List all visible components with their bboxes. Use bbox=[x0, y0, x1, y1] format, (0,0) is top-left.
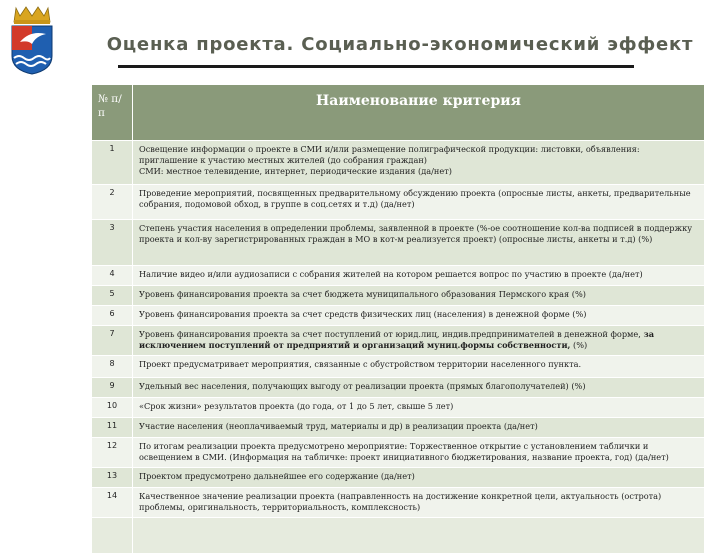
criterion-text: Освещение информации о проекте в СМИ и/или размещение полиграфической продукции: листовки, объявления: приглашение к участию местных жителей (до собрания граждан) СМИ: местное телевидение, интернет, периодические издания (да/нет) bbox=[133, 141, 705, 185]
criterion-text: Уровень финансирования проекта за счет бюджета муниципального образования Пермского края (%) bbox=[133, 286, 705, 306]
table-row bbox=[92, 185, 705, 220]
row-number: 3 bbox=[92, 220, 133, 266]
page-title: Оценка проекта. Социально-экономический эффект bbox=[106, 34, 694, 55]
criterion-text: Проведение мероприятий, посвященных предварительному обсуждению проекта (опросные листы, анкеты, предварительные собрания, подомовой обход, в группе в соц.сетях и т.д) (да/нет) bbox=[133, 185, 705, 220]
criterion-text bbox=[133, 326, 705, 356]
table-row bbox=[92, 356, 705, 378]
criterion-text: Удельный вес населения, получающих выгоду от реализации проекта (прямых благополучателей) (%) bbox=[133, 378, 705, 398]
table-row bbox=[92, 286, 705, 306]
table-row bbox=[92, 326, 705, 356]
row-number: 13 bbox=[92, 468, 133, 488]
criterion-text-empty bbox=[133, 518, 705, 554]
table-row bbox=[92, 398, 705, 418]
criterion-text: Уровень финансирования проекта за счет средств физических лиц (населения) в денежной форме (%) bbox=[133, 306, 705, 326]
row-number: 7 bbox=[92, 326, 133, 356]
table-row bbox=[92, 438, 705, 468]
column-header-number: № п/п bbox=[92, 85, 133, 141]
table-row bbox=[92, 141, 705, 185]
row-number: 14 bbox=[92, 488, 133, 518]
row-number: 4 bbox=[92, 266, 133, 286]
criterion-text-emphasis: за исключением поступлений от предприятий и организаций муниц.формы собственности, bbox=[139, 329, 655, 350]
criterion-text-main: Уровень финансирования проекта за счет поступлений от юрид.лиц, индив.предпринимателей в денежной форме, bbox=[139, 329, 641, 339]
criterion-text: Участие населения (неоплачиваемый труд, материалы и др) в реализации проекта (да/нет) bbox=[133, 418, 705, 438]
criterion-text: По итогам реализации проекта предусмотрено мероприятие: Торжественное открытие с установлением таблички и освещением в СМИ. (Информация на табличке: проект инициативного бюджетирования, название проекта, год) (да/нет) bbox=[133, 438, 705, 468]
row-number: 11 bbox=[92, 418, 133, 438]
title-underline bbox=[118, 65, 634, 68]
row-number-empty bbox=[92, 518, 133, 554]
row-number: 5 bbox=[92, 286, 133, 306]
criterion-text: Проектом предусмотрено дальнейшее его содержание (да/нет) bbox=[133, 468, 705, 488]
row-number: 1 bbox=[92, 141, 133, 185]
row-number: 6 bbox=[92, 306, 133, 326]
row-number: 8 bbox=[92, 356, 133, 378]
criterion-text: «Срок жизни» результатов проекта (до года, от 1 до 5 лет, свыше 5 лет) bbox=[133, 398, 705, 418]
table-row-empty bbox=[92, 518, 705, 554]
coat-of-arms-icon bbox=[6, 4, 58, 76]
criterion-text: Качественное значение реализации проекта (направленность на достижение конкретной цели, актуальность (острота) проблемы, оригинальность, территориальность, комплексность) bbox=[133, 488, 705, 518]
row-number: 12 bbox=[92, 438, 133, 468]
criterion-text: Степень участия населения в определении проблемы, заявленной в проекте (%-ое соотношение кол-ва подписей в поддержку проекта и кол-ву зарегистрированных граждан в МО в кот-м реализуется проект) (опросные листы, анкеты и т.д) (%) bbox=[133, 220, 705, 266]
row-number: 2 bbox=[92, 185, 133, 220]
column-header-criterion: Наименование критерия bbox=[133, 85, 705, 141]
table-row bbox=[92, 220, 705, 266]
row-number: 10 bbox=[92, 398, 133, 418]
criterion-text: Наличие видео и/или аудиозаписи с собрания жителей на котором решается вопрос по участию в проекте (да/нет) bbox=[133, 266, 705, 286]
table-row bbox=[92, 488, 705, 518]
table-header-row bbox=[92, 85, 705, 141]
table-row bbox=[92, 378, 705, 398]
criterion-text-tail: (%) bbox=[570, 339, 588, 350]
table-row bbox=[92, 266, 705, 286]
criterion-text: Проект предусматривает мероприятия, связанные с обустройством территории населенного пункта. bbox=[133, 356, 705, 378]
row-number: 9 bbox=[92, 378, 133, 398]
table-row bbox=[92, 468, 705, 488]
criteria-table bbox=[91, 84, 705, 554]
table-row bbox=[92, 306, 705, 326]
table-row bbox=[92, 418, 705, 438]
